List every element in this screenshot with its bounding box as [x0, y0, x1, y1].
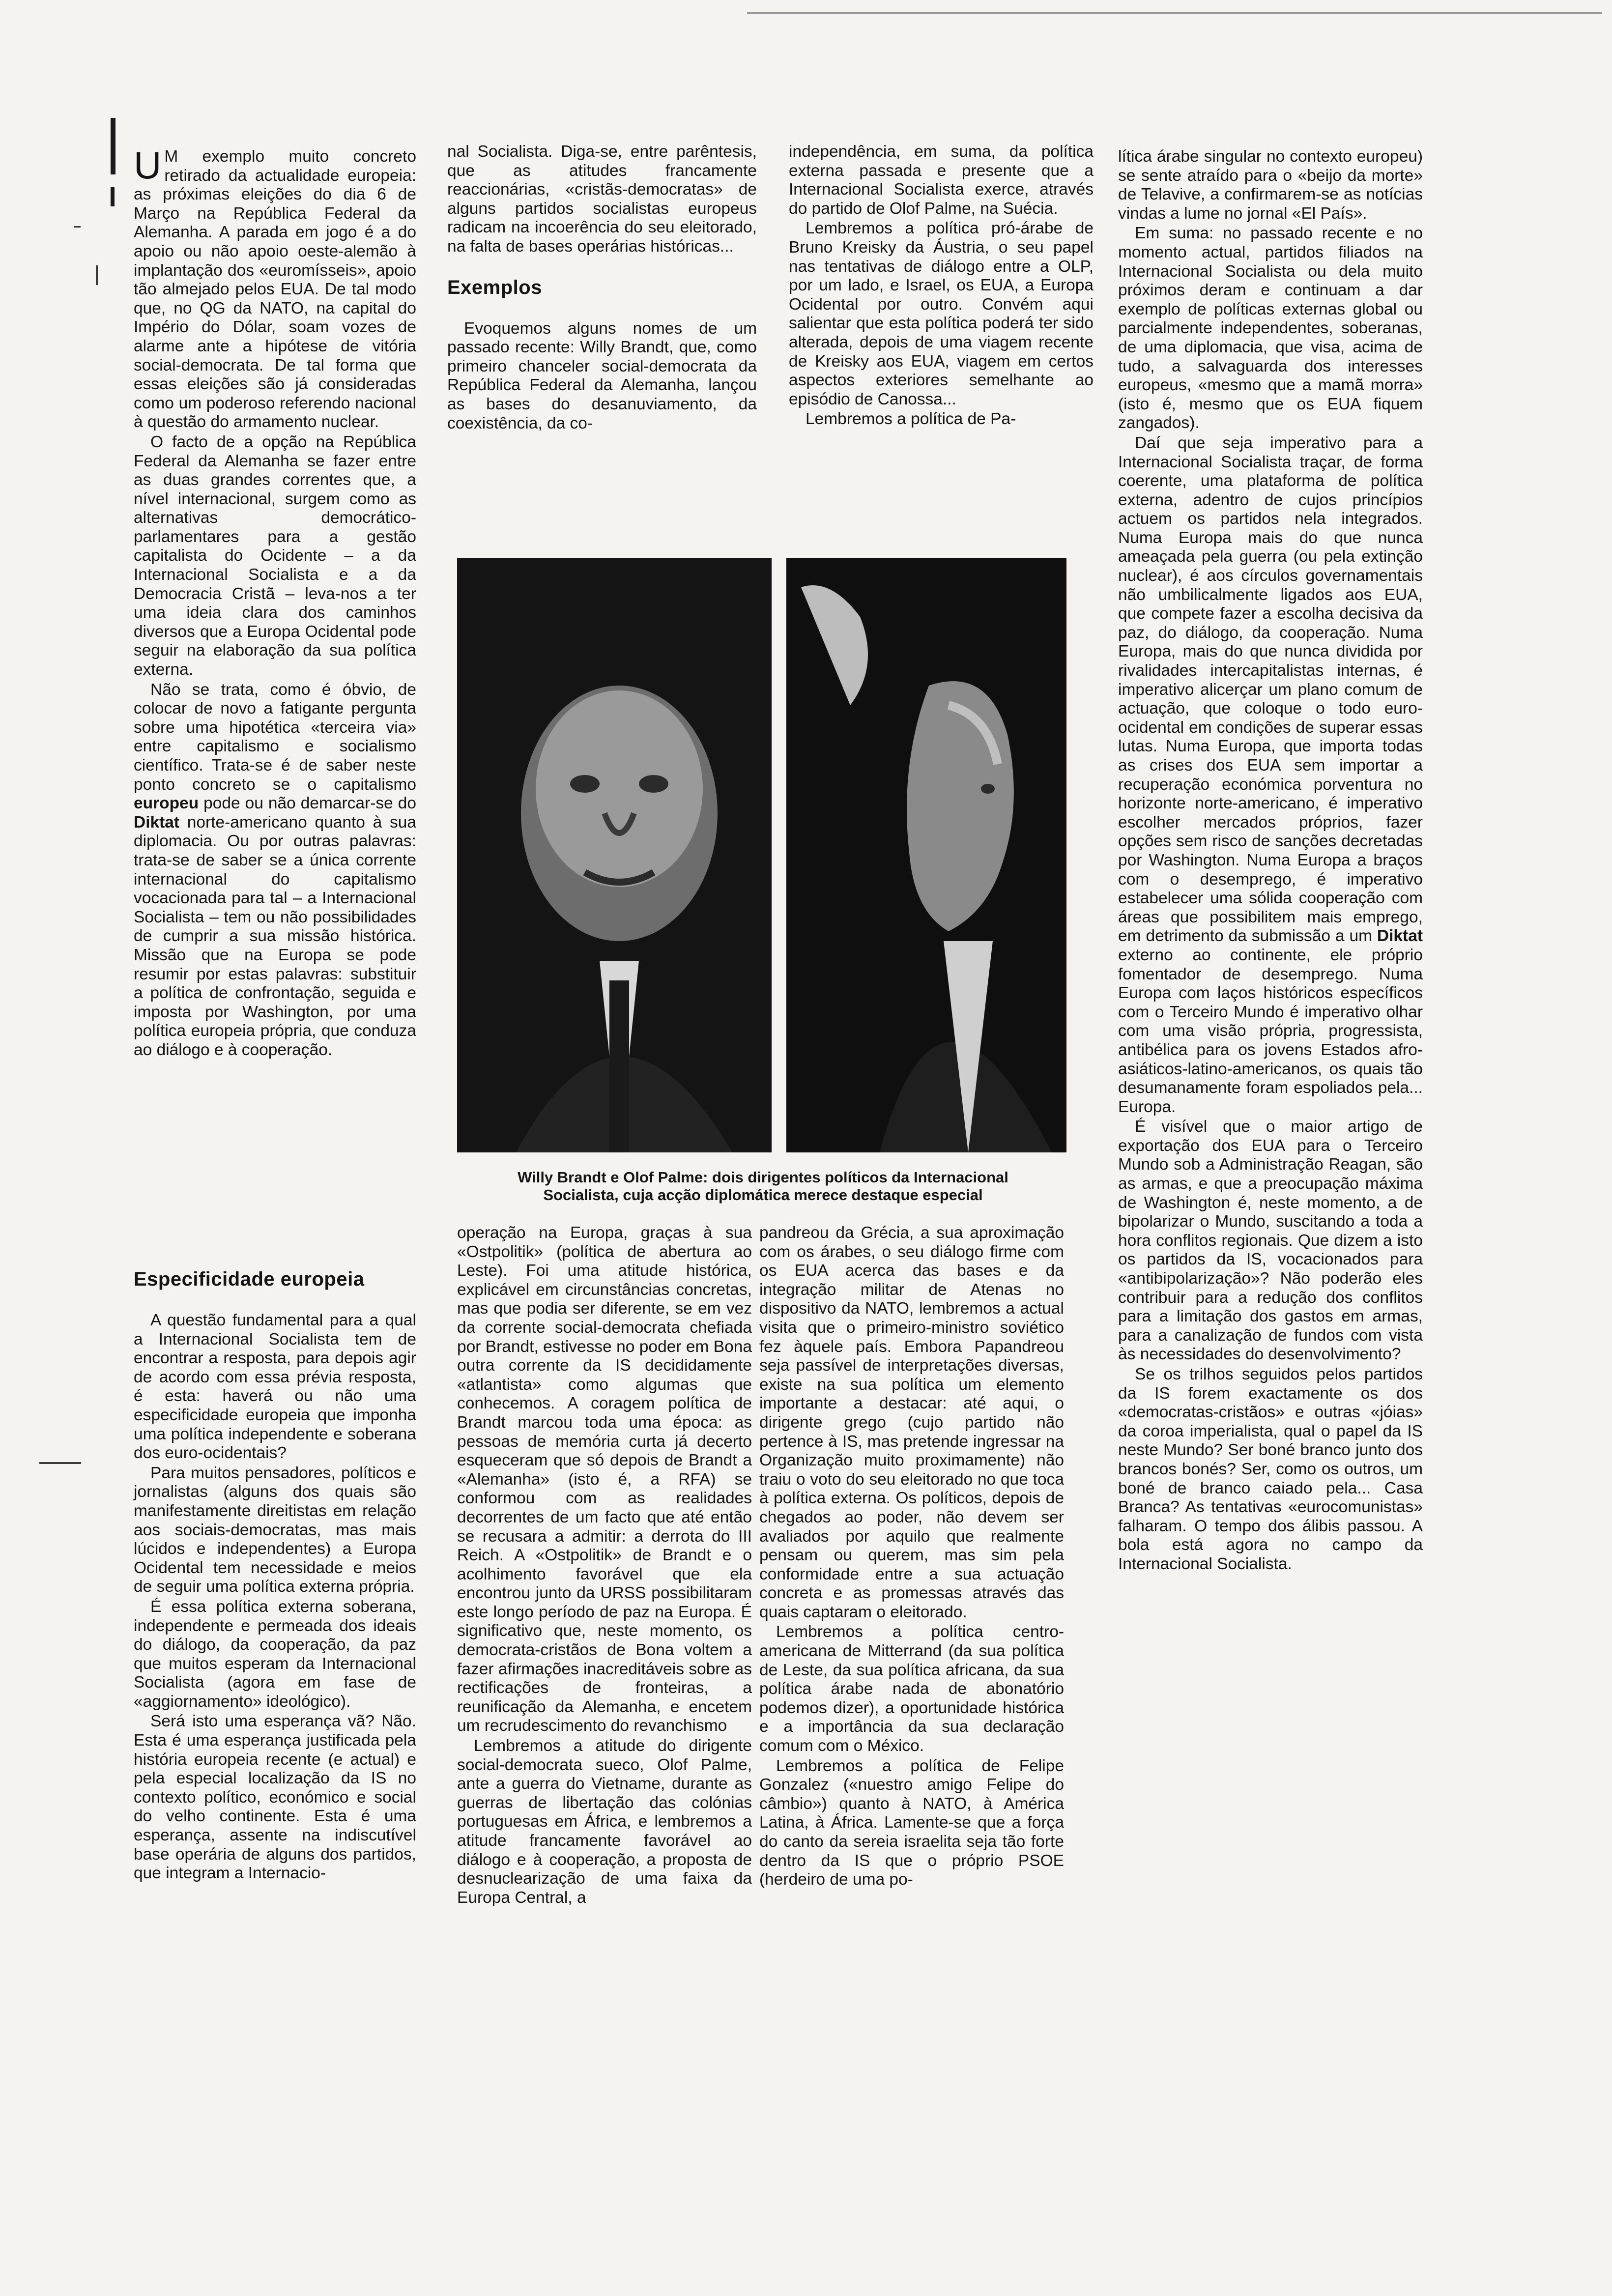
drop-cap: U [134, 144, 162, 187]
scan-top-line [747, 12, 1602, 14]
paragraph: Lembremos a política de Felipe Gonzalez («nuestro amigo Felipe do câmbio») quanto à NATO, à América Latina, à África. Lamente-se que a força do canto da sereia israelita seja tão forte dentro da IS que o próprio PSOE (herdeiro de uma po- [759, 1756, 1064, 1889]
paragraph: pandreou da Grécia, a sua aproximação com os árabes, o seu diálogo firme com os EUA acerca das bases e da integração militar de Atenas no dispositivo da NATO, lembremos a actual visita que o primeiro-ministro soviético fez àquele país. Embora Papandreou seja passível de interpretações diversas, existe na sua política um elemento importante a destacar: até aqui, o dirigente grego (cujo partido não pertence à IS, mas pretende ingressar na Organização muito proximamente) não traiu o voto do seu eleitorado no que toca à política externa. Os políticos, depois de chegados ao poder, não devem ser avaliados por aquilo que realmente pensam ou querem, mas sim pela conformidade entre a sua actuação concreta e as promessas através das quais captaram o eleitorado. [759, 1224, 1064, 1621]
paragraph: nal Socialista. Diga-se, entre parêntesis, que as atitudes francamente reaccionárias, «cristãs-democratas» de alguns partidos socialistas europeus radicam na incoerência do seu eleitorado, na falta de bases operárias históricas... [447, 143, 757, 256]
caption-line: Socialista, cuja acção diplomática merece destaque especial [543, 1186, 983, 1204]
paragraph: Lembremos a política centro-americana de Mitterrand (da sua política de Leste, da sua política africana, da sua política árabe nada de abonatório podemos dizer), a oportunidade histórica e a importância da sua declaração comum com o México. [759, 1623, 1064, 1755]
bold-term: Diktat [134, 813, 180, 832]
paragraph-text: externo ao continente, ele próprio fomentador de desemprego. Numa Europa com laços históricos específicos com o Terceiro Mundo é imperativo olhar com uma visão própria, progressista, antibélica para os jovens Estados afro-asiáticos-latino-americanos, os quais tão desumanamente foram espoliados pela... Europa. [1118, 946, 1423, 1116]
paragraph: operação na Europa, graças à sua «Ostpolitik» (política de abertura ao Leste). Foi uma atitude histórica, explicável em circunstâncias concretas, mas que podia ser diferente, se em vez da corrente social-democrata chefiada por Brandt, estivesse no poder em Bona outra corrente da IS decididamente «atlantista» como algumas que conhecemos. A coragem política de Brandt marcou toda uma época: as pessoas de memória curta já decerto esqueceram que só depois de Brandt a «Alemanha» (isto é, a RFA) se conformou com as realidades decorrentes de um facto que até então se recusara a admitir: a derrota do III Reich. A «Ostpolitik» de Brandt e o acolhimento favorável que ela encontrou junto da URSS possibilitaram este longo período de paz na Europa. É significativo que, neste momento, os democrata-cristãos de Bona voltem a fazer afirmações inacreditáveis sobre as rectificações de fronteiras, a reunificação da Alemanha, e encetem um recrudescimento do revanchismo [457, 1224, 752, 1735]
column-4 [1118, 147, 1423, 1575]
scan-margin-mark [96, 265, 98, 285]
paragraph: Em suma: no passado recente e no momento actual, partidos filiados na Internacional Socialista ou dela muito próximos deram e continuam a dar exemplo de políticas externas global ou parcialmente independentes, soberanas, de uma diplomacia, que visa, acima de tudo, a salvaguarda dos interesses europeus, «mesmo que a mamã morra» (isto é, mesmo que os EUA fiquem zangados). [1118, 224, 1423, 432]
section-heading: Exemplos [447, 276, 542, 298]
scan-margin-mark [74, 226, 81, 228]
paragraph: independência, em suma, da política externa passada e presente que a Internacional Socialista exerce, através do partido de Olof Palme, na Suécia. [789, 143, 1094, 218]
column-3-lower [759, 1224, 1064, 1891]
paragraph: Lembremos a atitude do dirigente social-democrata sueco, Olof Palme, ante a guerra do Vietname, durante as guerras de libertação das colónias portuguesas em África, e lembremos a atitude francamente favorável ao diálogo e à cooperação, a proposta de desnuclearização de uma faixa da Europa Central, a [457, 1737, 752, 1907]
paragraph: Lembremos a política pró-árabe de Bruno Kreisky da Áustria, o seu papel nas tentativas de diálogo entre a OLP, por um lado, e Israel, os EUA, a Europa Ocidental por outro. Convém aqui salientar que esta política poderá ter sido alterada, depois de uma viagem recente de Kreisky aos EUA, viagem em certos aspectos exteriores semelhante ao episódio de Canossa... [789, 219, 1094, 408]
paragraph: Evoquemos alguns nomes de um passado recente: Willy Brandt, que, como primeiro chanceler social-democrata da República Federal da Alemanha, lançou as bases do desanuviamento, da coexistência, da co- [447, 319, 757, 432]
paragraph-text: M exemplo muito concreto retirado da actualidade europeia: as próximas eleições do dia 6 de Março na República Federal da Alemanha. A parada em jogo é a do apoio ou não apoio oeste-alemão à implantação dos «euromísseis», apoio tão almejado pelos EUA. De tal modo que, no QG da NATO, na capital do Império do Dólar, soam vozes de alarme ante a hipótese de vitória social-democrata. De tal forma que essas eleições são já consideradas como um poderoso referendo nacional à questão do armamento nuclear. [134, 147, 416, 431]
paragraph [134, 681, 416, 1060]
scan-margin-bar [111, 187, 115, 206]
bold-term: europeu [134, 794, 199, 813]
paragraph-text: Daí que seja imperativo para a Internacional Socialista traçar, de forma coerente, uma plataforma de política externa, adentro de cujos princípios actuem os partidos nela integrados. Numa Europa mais do que nunca ameaçada pela guerra (ou pela extinção nuclear), é aos círculos governamentais não umbilicalmente ligados aos EUA, que compete fazer a escolha decisiva da paz, do diálogo, da cooperação. Numa Europa, mais do que nunca dividida por rivalidades intercapitalistas internas, é imperativo alicerçar um plano comum de actuação, que coloque o todo euro-ocidental em condições de superar essas lutas. Numa Europa, que importa todas as crises dos EUA sem importar a recuperação económica porventura no horizonte norte-americano, é imperativo escolher mercados próprios, fazer opções sem risco de sanções decretadas por Washington. Numa Europa a braços com o desemprego, é imperativo estabelecer uma sólida cooperação com áreas que possibilitem mais emprego, em detrimento da submissão a um [1118, 433, 1423, 946]
paragraph: Para muitos pensadores, políticos e jornalistas (alguns dos quais são manifestamente direitistas em relação aos sociais-democratas, mas mais lúcidos e independentes) a Europa Ocidental tem necessidade e meios de seguir uma política externa própria. [134, 1464, 416, 1596]
caption-line: Willy Brandt e Olof Palme: dois dirigentes políticos da Internacional [518, 1169, 1008, 1186]
paragraph: Lembremos a política de Pa- [806, 410, 1016, 429]
paragraph: É essa política externa soberana, independente e permeada dos ideais do diálogo, da cooperação, da paz que muitos esperam da Internacional Socialista (agora em fase de «aggiornamento» ideológico). [134, 1597, 416, 1711]
column-2-lower [457, 1224, 752, 1908]
photo-brandt-palme [457, 558, 1066, 1152]
paragraph [134, 144, 416, 432]
paragraph: O facto de a opção na República Federal da Alemanha se fazer entre as duas grandes correntes que, a nível internacional, surgem como as alternativas democrático-parlamentares para a gestão capitalista do Ocidente – a da Internacional Socialista e a da Democracia Cristã – leva-nos a ter uma ideia clara dos caminhos diversos que a Europa Ocidental pode seguir na elaboração da sua política externa. [134, 432, 416, 679]
photo-caption [460, 1169, 1066, 1204]
paragraph: lítica árabe singular no contexto europeu) se sente atraído para o «beijo da morte» de Telavive, a confirmarem-se as notícias vindas a lume no jornal «El País». [1118, 147, 1423, 223]
paragraph-text: norte-americano quanto à sua diplomacia. Ou por outras palavras: trata-se de saber se a única corrente internacional do capitalismo vocacionada para tal – a Internacional Socialista – tem ou não possibilidades de cumprir a sua missão histórica. Missão que na Europa se pode resumir por estas palavras: substituir a política de confrontação, seguida e imposta por Washington, por uma política europeia própria, que conduza ao diálogo e à cooperação. [134, 813, 416, 1059]
paragraph-text: pode ou não demarcar-se do [199, 794, 416, 813]
paragraph: A questão fundamental para a qual a Internacional Socialista tem de encontrar a resposta, para depois agir de acordo com essa prévia resposta, é esta: haverá ou não uma especificidade europeia que imponha uma política independente e soberana dos euro-ocidentais? [134, 1311, 416, 1463]
scan-margin-mark [39, 1462, 81, 1464]
scan-margin-bar [111, 118, 115, 174]
column-2-upper [447, 143, 757, 434]
photo-image [457, 558, 1066, 1152]
paragraph: Será isto uma esperança vã? Não. Esta é uma esperança justificada pela história europeia recente (e actual) e pela especial localização da IS no contexto político, económico e social do velho continente. Esta é uma esperança, assente na indiscutível base operária de alguns dos partidos, que integram a Internacio- [134, 1712, 416, 1883]
paragraph [1118, 434, 1423, 1117]
section-heading: Especificidade europeia [134, 1268, 365, 1290]
paragraph: Se os trilhos seguidos pelos partidos da IS forem exactamente os dos «democratas-cristãos» e outras «jóias» da coroa imperialista, qual o papel da IS neste Mundo? Ser boné branco junto dos brancos bonés? Ser, como os outros, um boné de branco caiado pela... Casa Branca? As tentativas «eurocomunistas» falharam. O tempo dos álibis passou. A bola está agora no campo da Internacional Socialista. [1118, 1365, 1423, 1573]
bold-term: Diktat [1377, 927, 1423, 946]
paragraph: É visível que o maior artigo de exportação dos EUA para o Terceiro Mundo sob a Administração Reagan, são as armas, e que a preocupação máxima de Washington é, neste momento, a de bipolarizar o Mundo, suscitando a toda a hora conflitos regionais. Que dizem a isto os partidos da IS, vocacionados para «antibipolarização»? Não poderão eles contribuir para a redução dos conflitos para a limitação dos gastos em armas, para a canalização de fundos com vista às necessidades do desenvolvimento? [1118, 1118, 1423, 1364]
column-3-upper [789, 143, 1094, 430]
paragraph-text: Não se trata, como é óbvio, de colocar de novo a fatigante pergunta sobre uma hipotética «terceira via» entre capitalismo e socialismo científico. Trata-se é de saber neste ponto concreto se o capitalismo [134, 680, 416, 794]
column-1-lower [134, 1248, 416, 1884]
column-1 [134, 144, 416, 1061]
